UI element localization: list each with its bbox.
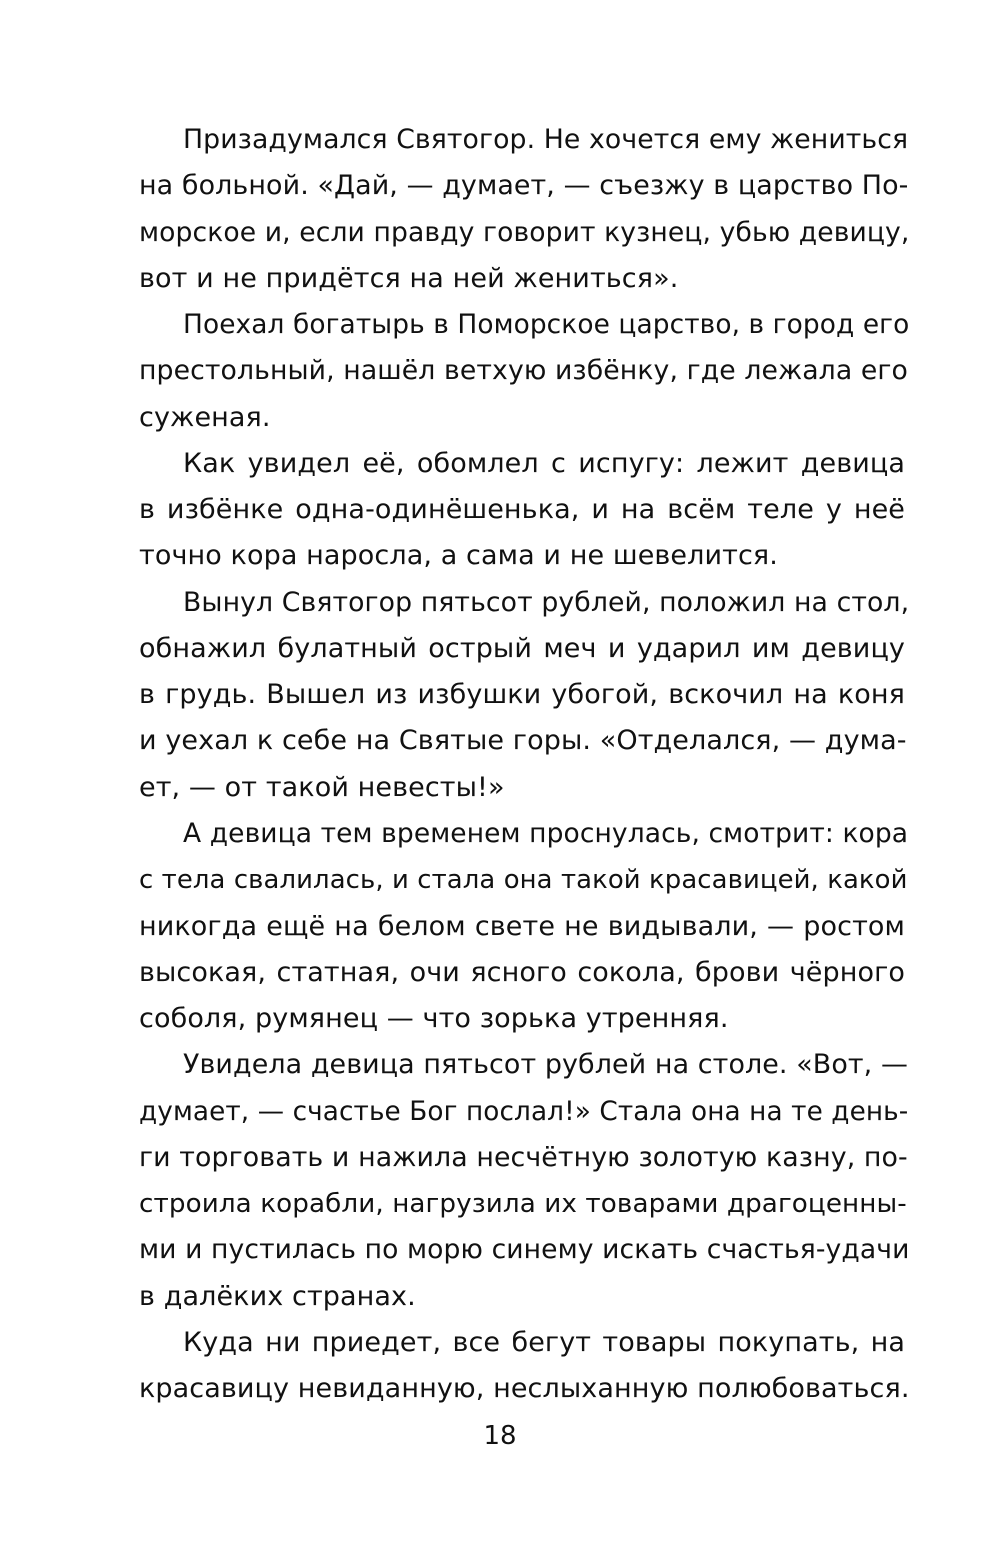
text-line: никогда ещё на белом свете не видывали, — ростом xyxy=(139,910,905,942)
text-line: ги торговать и нажила несчётную золотую казну, по- xyxy=(139,1141,908,1173)
text-line: в грудь. Вышел из избушки убогой, вскочил на коня xyxy=(139,679,905,711)
text-line: соболя, румянец — что зорька утренняя. xyxy=(139,1003,729,1035)
text-line: Поехал богатырь в Поморское царство, в город его xyxy=(183,309,910,341)
text-line: вот и не придётся на ней жениться». xyxy=(139,262,679,294)
text-line: красавицу невиданную, неслыханную полюбоваться. xyxy=(139,1373,910,1405)
text-line: точно кора наросла, а сама и не шевелится. xyxy=(139,540,778,572)
text-line: А девица тем временем проснулась, смотрит: кора xyxy=(183,817,909,849)
text-line: и уехал к себе на Святые горы. «Отделался, — дума- xyxy=(139,725,907,757)
text-line: Куда ни приедет, все бегут товары покупать, на xyxy=(183,1326,905,1358)
body-text xyxy=(139,117,910,1412)
text-line: обнажил булатный острый меч и ударил им девицу xyxy=(139,632,905,664)
text-line: престольный, нашёл ветхую избёнку, где лежала его xyxy=(139,355,908,387)
text-line: Призадумался Святогор. Не хочется ему жениться xyxy=(183,124,909,155)
page-number: 18 xyxy=(483,1421,517,1451)
text-line: Вынул Святогор пятьсот рублей, положил на стол, xyxy=(183,586,910,618)
text-line: ми и пустилась по морю синему искать счастья-удачи xyxy=(139,1234,910,1266)
text-line: ет, — от такой невесты!» xyxy=(139,771,505,803)
text-line: в избёнке одна-одинёшенька, и на всём теле у неё xyxy=(139,494,905,526)
text-line: Как увидел её, обомлел с испугу: лежит девица xyxy=(183,447,905,479)
text-line: морское и, если правду говорит кузнец, убью девицу, xyxy=(139,216,910,248)
text-line: строила корабли, нагрузила их товарами драгоценны- xyxy=(139,1189,907,1220)
text-line: думает, — счастье Бог послал!» Стала она на те день- xyxy=(139,1096,909,1127)
text-line: с тела свалилась, и стала она такой красавицей, какой xyxy=(139,865,908,896)
text-line: суженая. xyxy=(139,401,271,433)
text-line: на больной. «Дай, — думает, — съезжу в царство По- xyxy=(139,170,909,202)
text-line: в далёких странах. xyxy=(139,1280,416,1312)
text-line: Увидела девица пятьсот рублей на столе. «Вот, — xyxy=(183,1049,908,1081)
text-line: высокая, статная, очи ясного сокола, брови чёрного xyxy=(139,956,905,988)
